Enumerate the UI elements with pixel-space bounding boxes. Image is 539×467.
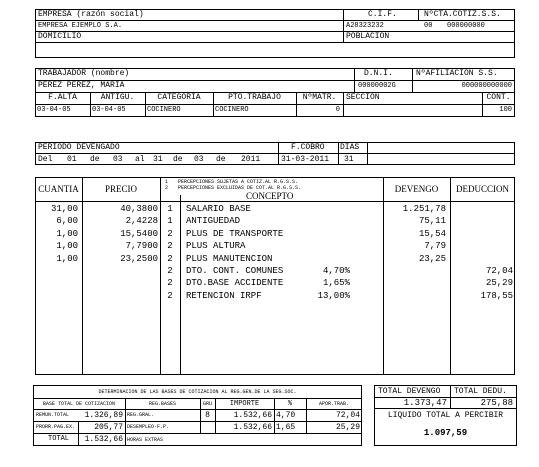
periodo-dia-fin: 31 <box>153 155 163 164</box>
row-tipo: 2 <box>167 228 173 239</box>
trabajador-label: TRABAJADOR (nombre) <box>38 69 130 78</box>
dias-value: 31 <box>344 155 354 164</box>
periodo-anio: 2011 <box>241 155 261 164</box>
row-cuantia: 1,00 <box>56 228 78 239</box>
apor-2: 25,29 <box>335 423 360 432</box>
row-concepto: RETENCION IRPF <box>186 290 262 301</box>
gru-value: 8 <box>205 411 210 420</box>
afiliacion-label: NºAFILIACION S.S. <box>416 69 498 78</box>
deduccion-header: DEDUCCION <box>456 184 509 194</box>
remun-total-label: REMUN.TOTAL <box>36 412 70 418</box>
trabajador-afiliacion: 000000000000 <box>461 82 512 90</box>
desempleo-label: DESEMPLEO-F.P. <box>127 424 170 430</box>
row-cuantia: 1,00 <box>56 241 78 252</box>
row-pct: 1,65% <box>322 278 350 289</box>
domicilio-label: DOMICILIO <box>38 32 82 41</box>
row-concepto: DTO. CONT. COMUNES <box>186 266 284 276</box>
periodo-mes-inicio: 03 <box>113 155 123 164</box>
remun-total-value: 1.326,89 <box>84 411 123 420</box>
row-tipo: 2 <box>167 266 173 276</box>
precio-header: PRECIO <box>104 184 137 194</box>
row-devengo: 1.251,78 <box>402 204 446 214</box>
apor-1: 72,04 <box>335 411 360 420</box>
row-precio: 7,7900 <box>125 241 158 252</box>
prorr-value: 205,77 <box>94 423 123 432</box>
pct-2: 1,65 <box>276 423 296 432</box>
pct-header: % <box>287 400 293 408</box>
antigu-value: 03-04-05 <box>92 106 126 114</box>
periodo-de-3: de <box>216 155 226 164</box>
row-concepto: PLUS DE TRANSPORTE <box>186 228 284 239</box>
liquido-label: LIQUIDO TOTAL A PERCIBIR <box>387 411 504 420</box>
dias-label: DIAS <box>340 143 360 152</box>
horas-extras-label: HORAS EXTRAS <box>127 437 164 443</box>
cont-value: 100 <box>499 106 512 114</box>
matricula-value: 0 <box>335 106 340 114</box>
periodo-label: PERIODO DEVENGADO <box>38 143 120 152</box>
base-total-header: BASE TOTAL DE COTIZACION <box>42 401 115 407</box>
percep-sujetas: PERCEPCIONES SUJETAS A COTIZ.AL R.G.S.S. <box>178 179 299 185</box>
total-devengo-value: 1.373,47 <box>403 398 447 408</box>
row-deduccion: 178,55 <box>480 290 513 301</box>
devengo-header: DEVENGO <box>394 184 439 194</box>
categoria-value: COCINERO <box>147 106 181 114</box>
pct-1: 4,70 <box>276 411 296 420</box>
bases-title: DETERMINACION DE LAS BASES DE COTIZACION AL REG.GEN.DE LA SEG.SOC. <box>98 389 297 395</box>
periodo-de-2: de <box>173 155 183 164</box>
trabajador-dni: 00000002G <box>358 82 396 90</box>
bases-total-value: 1.532,66 <box>84 435 123 444</box>
percep-excluidas: PERCEPCIONES EXCLUIDAS DE COT.AL R.G.S.S. <box>178 185 302 191</box>
periodo-mes-fin: 03 <box>194 155 204 164</box>
categoria-label: CATEGORIA <box>157 93 201 102</box>
antigu-label: ANTIGU. <box>100 93 135 102</box>
apor-trab-header: APOR.TRAB. <box>318 401 349 407</box>
row-cuantia: 1,00 <box>56 253 78 264</box>
fcobro-value: 31-03-2011 <box>281 155 330 164</box>
empresa-cta-num: 000000000 <box>447 22 485 30</box>
trabajador-nombre: PEREZ PEREZ, MARIA <box>38 81 125 90</box>
row-tipo: 2 <box>167 278 173 289</box>
row-deduccion: 72,04 <box>485 266 513 276</box>
falta-value: 03-04-05 <box>37 106 71 114</box>
row-tipo: 2 <box>167 241 173 252</box>
fcobro-label: F.COBRO <box>291 143 325 152</box>
total-dedu-value: 275,88 <box>480 398 513 408</box>
row-tipo: 1 <box>167 204 173 214</box>
falta-label: F.ALTA <box>48 93 77 102</box>
reg-gral-label: REG.GRAL. <box>127 412 155 418</box>
row-devengo: 15,54 <box>418 228 446 239</box>
periodo-del: Del <box>38 155 53 164</box>
row-precio: 15,5400 <box>120 228 158 239</box>
row-concepto: DTO.BASE ACCIDENTE <box>186 278 284 289</box>
matricula-label: NºMATR. <box>302 93 337 102</box>
cif-label: C.I.F. <box>368 10 397 19</box>
row-tipo: 2 <box>167 290 173 301</box>
row-tipo: 2 <box>167 253 173 264</box>
row-precio: 2,4228 <box>125 216 158 227</box>
gru-header: GRU <box>202 401 212 407</box>
row-cuantia: 31,00 <box>50 204 78 214</box>
row-devengo: 23,25 <box>418 253 446 264</box>
row-pct: 4,70% <box>322 266 350 276</box>
row-deduccion: 25,29 <box>485 278 513 289</box>
row-pct: 13,00% <box>317 290 350 301</box>
prorr-label: PRORR.PAG.EX. <box>36 424 76 430</box>
row-concepto: ANTIGUEDAD <box>186 216 241 227</box>
row-concepto: PLUS MANUTENCION <box>186 253 273 264</box>
empresa-cif: A28323232 <box>346 22 384 30</box>
percep-num-1: 1 <box>165 179 169 185</box>
empresa-razon-label: EMPRESA (razón social) <box>38 10 144 19</box>
cuantia-header: CUANTIA <box>38 184 79 194</box>
empresa-nombre: EMPRESA EJEMPLO S.A. <box>38 22 123 30</box>
importe-2: 1.532,66 <box>233 423 272 432</box>
dni-label: D.N.I. <box>364 69 393 78</box>
cta-cotiz-label: NºCTA.COTIZ.S.S. <box>424 10 501 19</box>
row-devengo: 7,79 <box>424 241 446 252</box>
periodo-de-1: de <box>90 155 100 164</box>
empresa-cta-prov: 00 <box>424 22 433 30</box>
importe-header: IMPORTE <box>229 400 260 408</box>
bases-total-label: TOTAL <box>48 435 70 443</box>
row-concepto: PLUS ALTURA <box>186 241 246 252</box>
poblacion-label: POBLACION <box>346 32 390 41</box>
periodo-al: al <box>135 155 145 164</box>
periodo-dia-inicio: 01 <box>67 155 77 164</box>
seccion-label: SECCION <box>346 93 380 102</box>
row-precio: 23,2500 <box>120 253 158 264</box>
liquido-value: 1.097,59 <box>423 428 468 438</box>
total-dedu-label: TOTAL DEDU. <box>454 387 507 396</box>
row-concepto: SALARIO BASE <box>186 204 251 214</box>
row-precio: 40,3800 <box>120 204 158 214</box>
total-devengo-label: TOTAL DEVENGO <box>378 387 441 396</box>
reg-bases-header: REG.BASES <box>148 401 176 407</box>
concepto-header: CONCEPTO <box>246 191 294 201</box>
row-devengo: 75,11 <box>418 216 446 227</box>
row-tipo: 1 <box>167 216 173 227</box>
percep-num-2: 2 <box>165 185 169 191</box>
importe-1: 1.532,66 <box>233 411 272 420</box>
cont-label: CONT. <box>486 93 511 102</box>
row-cuantia: 6,00 <box>56 216 78 227</box>
pto-trabajo-value: COCINERO <box>215 106 249 114</box>
pto-trabajo-label: PTO.TRABAJO <box>228 93 281 102</box>
